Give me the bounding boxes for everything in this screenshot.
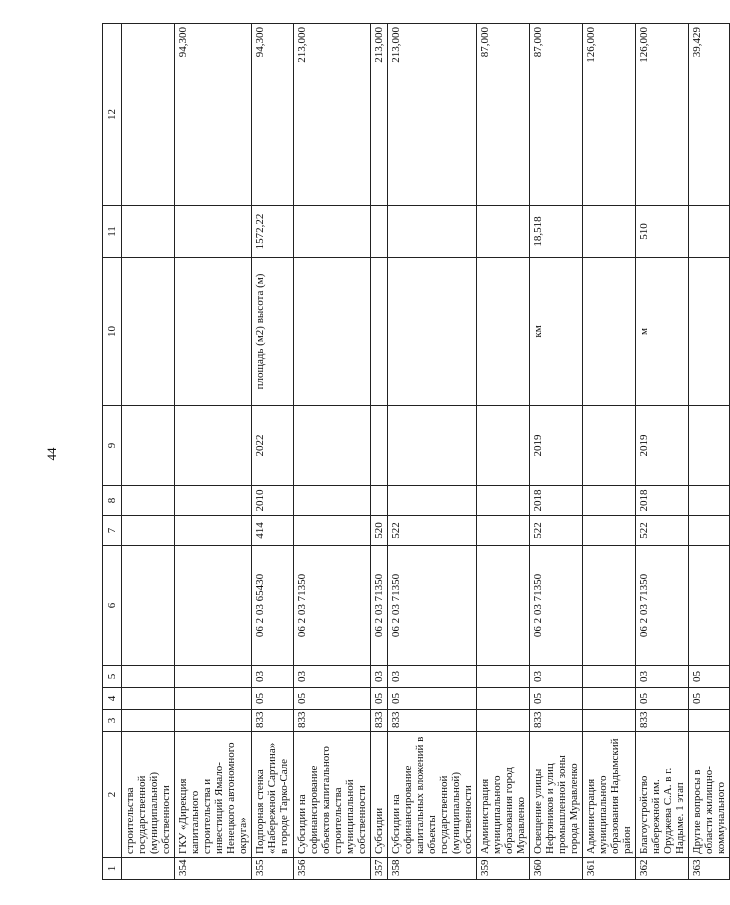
table-cell (294, 206, 371, 258)
table-cell (477, 710, 530, 732)
table-cell: 833 (636, 710, 689, 732)
table-row (477, 24, 530, 880)
table-cell: 05 (371, 688, 388, 710)
table-cell: 359 (477, 858, 530, 880)
table-cell (477, 486, 530, 516)
table-cell: 354 (175, 858, 252, 880)
table-cell: 03 (371, 666, 388, 688)
table-cell: 06 2 03 71350 (530, 546, 583, 666)
table-cell: 05 (388, 688, 477, 710)
table-cell: 03 (252, 666, 294, 688)
table-row (371, 24, 388, 880)
table-cell: 06 2 03 71350 (636, 546, 689, 666)
table-cell: 05 (689, 666, 730, 688)
table-cell: 361 (583, 858, 636, 880)
table-cell (122, 858, 175, 880)
table-cell: 213,000 (371, 24, 388, 206)
table-cell: 833 (252, 710, 294, 732)
table-row (252, 24, 294, 880)
table-body (122, 24, 730, 880)
table-cell: 358 (388, 858, 477, 880)
table-cell (371, 486, 388, 516)
table-cell: 05 (689, 688, 730, 710)
table-cell (689, 516, 730, 546)
column-header: 12 (103, 24, 122, 206)
table-cell: 06 2 03 71350 (294, 546, 371, 666)
table-cell: 03 (388, 666, 477, 688)
table-cell (294, 406, 371, 486)
table-cell: 833 (371, 710, 388, 732)
table-cell: 87,000 (530, 24, 583, 206)
table-cell (689, 258, 730, 406)
table-cell: 833 (388, 710, 477, 732)
table-row (583, 24, 636, 880)
table-cell: Другие вопросы в области жилищно-коммунального (689, 732, 730, 858)
table-cell (477, 688, 530, 710)
table-cell: 06 2 03 65430 (252, 546, 294, 666)
table-row (388, 24, 477, 880)
table-cell: 03 (294, 666, 371, 688)
table-cell: строительства государственной (муниципальной) собственности (122, 732, 175, 858)
table-cell: 833 (294, 710, 371, 732)
table-cell (583, 688, 636, 710)
table-cell (583, 516, 636, 546)
table-cell (477, 258, 530, 406)
table-cell: Подпорная стенка «Набережной Сартина» в городе Тарко-Сале (252, 732, 294, 858)
table-cell: Освещение улицы Нефтяников и улиц промышленной зоны города Муравленко (530, 732, 583, 858)
table-cell: Благоустройство набережной им. Оруджева С.А. в г. Надыме. 1 этап (636, 732, 689, 858)
table-cell (583, 206, 636, 258)
column-header: 11 (103, 206, 122, 258)
budget-table (102, 23, 730, 880)
table-cell (689, 206, 730, 258)
table-cell: 05 (294, 688, 371, 710)
table-cell: площадь (м2) высота (м) (252, 258, 294, 406)
table-cell (175, 258, 252, 406)
table-row (689, 24, 730, 880)
table-cell (175, 516, 252, 546)
table-cell (122, 546, 175, 666)
table-cell: 87,000 (477, 24, 530, 206)
table-cell (583, 258, 636, 406)
table-sheet (102, 24, 727, 880)
table-cell: 06 2 03 71350 (388, 546, 477, 666)
table-cell: Администрация муниципального образования город Муравленко (477, 732, 530, 858)
table-cell (388, 206, 477, 258)
table-cell (122, 688, 175, 710)
table-cell (371, 258, 388, 406)
table-cell (122, 666, 175, 688)
table-cell: 355 (252, 858, 294, 880)
table-cell (122, 24, 175, 206)
column-header: 7 (103, 516, 122, 546)
table-row (636, 24, 689, 880)
table-cell: 39,429 (689, 24, 730, 206)
table-cell: 2019 (636, 406, 689, 486)
table-cell: 363 (689, 858, 730, 880)
table-cell: 05 (530, 688, 583, 710)
table-cell: 520 (371, 516, 388, 546)
table-cell: 05 (252, 688, 294, 710)
table-cell (122, 258, 175, 406)
table-cell (122, 486, 175, 516)
table-cell (294, 486, 371, 516)
table-row (530, 24, 583, 880)
table-cell: 360 (530, 858, 583, 880)
table-cell (388, 258, 477, 406)
table-cell: 126,000 (636, 24, 689, 206)
column-header: 3 (103, 710, 122, 732)
table-cell (477, 206, 530, 258)
column-header: 10 (103, 258, 122, 406)
table-cell: 1572,22 (252, 206, 294, 258)
table-cell (371, 406, 388, 486)
table-cell (689, 710, 730, 732)
column-header: 1 (103, 858, 122, 880)
table-cell (175, 688, 252, 710)
table-cell (388, 406, 477, 486)
table-cell: км (530, 258, 583, 406)
table-cell: 414 (252, 516, 294, 546)
column-header: 2 (103, 732, 122, 858)
table-cell: 126,000 (583, 24, 636, 206)
table-row (122, 24, 175, 880)
table-cell: 18,518 (530, 206, 583, 258)
table-cell (477, 406, 530, 486)
table-cell: 94,300 (175, 24, 252, 206)
column-header: 4 (103, 688, 122, 710)
column-header: 6 (103, 546, 122, 666)
table-cell: Администрация муниципального образования Надымский район (583, 732, 636, 858)
table-cell: 2018 (636, 486, 689, 516)
table-cell (583, 546, 636, 666)
table-cell (583, 710, 636, 732)
table-cell: 03 (636, 666, 689, 688)
column-header: 8 (103, 486, 122, 516)
table-cell (122, 710, 175, 732)
table-cell (122, 516, 175, 546)
table-row (175, 24, 252, 880)
table-cell (477, 516, 530, 546)
table-cell: ГКУ «Дирекция капитального строительства и инвестиций Ямало-Ненецкого автономного округа» (175, 732, 252, 858)
header-row (103, 24, 122, 880)
table-cell: 2022 (252, 406, 294, 486)
table-cell (294, 516, 371, 546)
table-cell: 2019 (530, 406, 583, 486)
table-cell (388, 486, 477, 516)
table-cell: 2010 (252, 486, 294, 516)
page-number: 44 (44, 447, 59, 461)
table-cell (583, 486, 636, 516)
column-header: 5 (103, 666, 122, 688)
table-cell (122, 206, 175, 258)
table-row (294, 24, 371, 880)
table-cell (477, 546, 530, 666)
table-cell: 522 (530, 516, 583, 546)
column-header: 9 (103, 406, 122, 486)
table-cell: 833 (530, 710, 583, 732)
table-cell: Субсидии на софинансирование объектов капитального строительства муниципальной собственности (294, 732, 371, 858)
table-cell (175, 206, 252, 258)
table-cell: м (636, 258, 689, 406)
table-cell (583, 666, 636, 688)
table-cell: 356 (294, 858, 371, 880)
table-cell (689, 486, 730, 516)
table-cell: 03 (530, 666, 583, 688)
table-cell (583, 406, 636, 486)
table-cell (689, 406, 730, 486)
table-cell: 522 (388, 516, 477, 546)
table-cell (294, 258, 371, 406)
table-cell (122, 406, 175, 486)
table-cell: 213,000 (294, 24, 371, 206)
table-cell (175, 710, 252, 732)
table-cell: 357 (371, 858, 388, 880)
table-cell (175, 406, 252, 486)
table-cell: 510 (636, 206, 689, 258)
rotated-table-wrapper (102, 24, 727, 880)
table-cell: 362 (636, 858, 689, 880)
table-cell: 06 2 03 71350 (371, 546, 388, 666)
table-cell: Субсидии (371, 732, 388, 858)
table-cell: 94,300 (252, 24, 294, 206)
table-cell: Субсидии на софинансирование капитальных вложений в объекты государственной (муниципальной) собственности (388, 732, 477, 858)
table-cell: 2018 (530, 486, 583, 516)
table-cell (477, 666, 530, 688)
table-cell: 522 (636, 516, 689, 546)
table-cell (175, 486, 252, 516)
table-cell (175, 666, 252, 688)
table-cell (689, 546, 730, 666)
table-cell: 05 (636, 688, 689, 710)
table-cell (175, 546, 252, 666)
table-cell (371, 206, 388, 258)
table-cell: 213,000 (388, 24, 477, 206)
